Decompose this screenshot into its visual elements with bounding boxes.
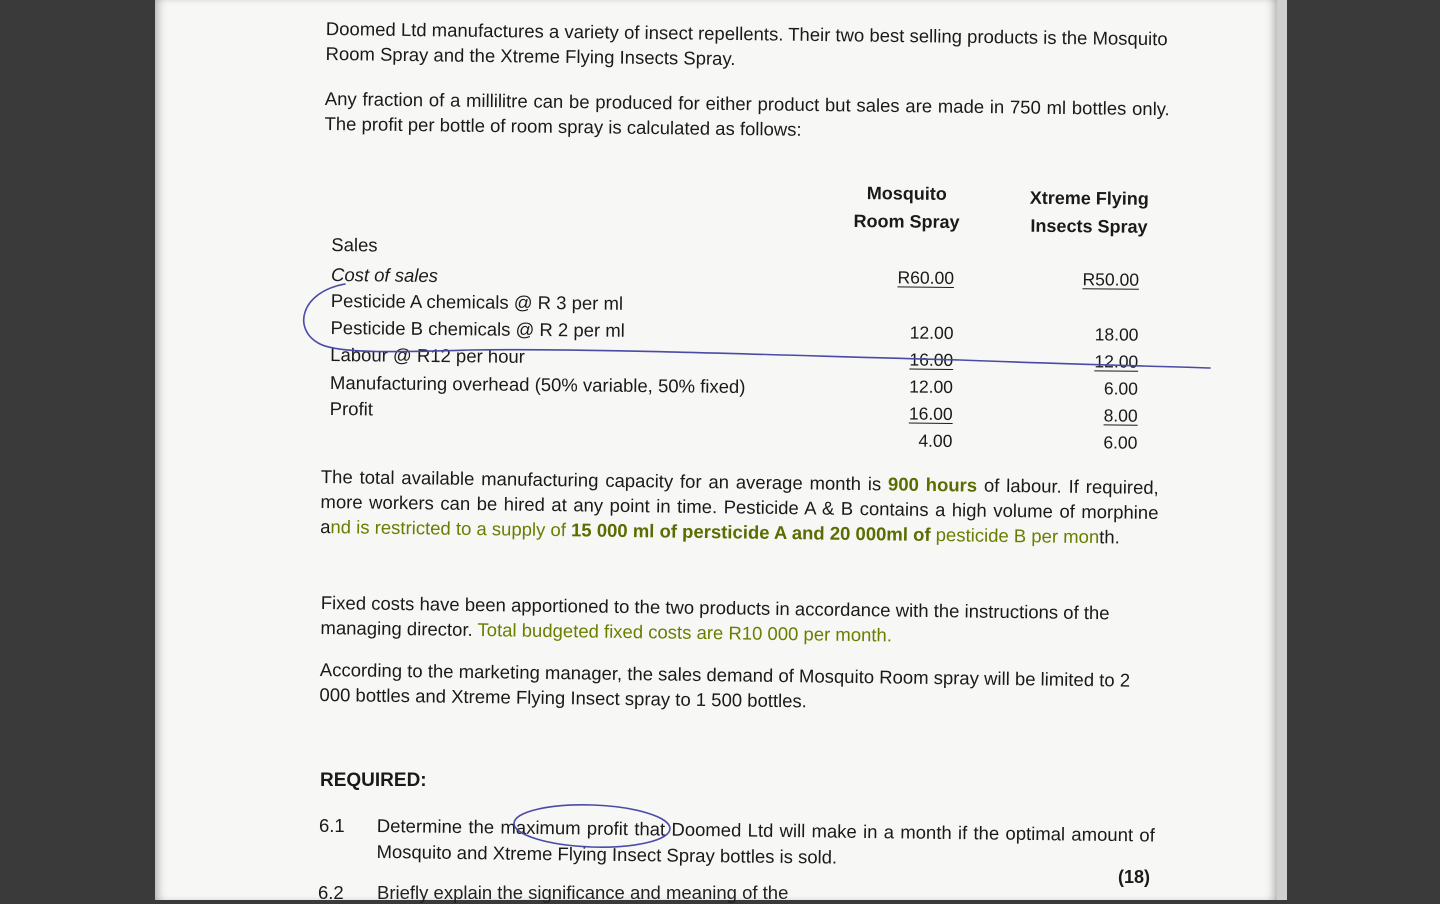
- intro-paragraph: Doomed Ltd manufactures a variety of insect repellents. Their two best selling products is the Mosquito Room Spray and the Xtreme Flying Insects Spray.: [325, 17, 1168, 70]
- overhead-mosquito: 16.00: [908, 403, 953, 424]
- question-6-1-marks: (18): [1118, 867, 1151, 887]
- profit-xtreme: 6.00: [1103, 432, 1138, 453]
- demand-paragraph: According to the marketing manager, the sales demand of Mosquito Room spray will be limited to 2 000 bottles and Xtreme Flying Insect spray to 1 500 bottles.: [319, 658, 1131, 712]
- profit-mosquito: 4.00: [918, 430, 953, 451]
- pesticide-b-xtreme: 12.00: [1094, 351, 1139, 372]
- question-6-2-number: 6.2: [318, 882, 344, 903]
- production-paragraph: Any fraction of a millilitre can be produced for either product but sales are made in 750 ml bottles only. The profit per bottle of room spray is calculated as follows:: [324, 87, 1170, 140]
- capacity-paragraph: The total available manufacturing capacity for an average month is 900 hours of labour. If required, more workers can be hired at any point in time. Pesticide A & B contains a high volume of morphine and is restricted to a supply of 15 000 ml of persticide A and 20 000ml of pesticide B per month.: [320, 465, 1159, 548]
- pesticide-a-mosquito: 12.00: [909, 322, 954, 343]
- row-label-cost-of-sales: Cost of sales: [330, 263, 439, 287]
- labour-mosquito: 12.00: [909, 376, 954, 397]
- highlight-pesticide-b: pesticide B per mon: [930, 523, 1100, 548]
- profit-table: [329, 172, 1212, 470]
- row-label-pesticide-a: Pesticide A chemicals @ R 3 per ml: [330, 289, 624, 314]
- labour-xtreme: 6.00: [1103, 378, 1139, 399]
- row-label-profit: Profit: [329, 397, 374, 420]
- row-label-sales: Sales: [331, 233, 378, 256]
- highlight-fixed-costs: Total budgeted fixed costs are R10 000 per month.: [477, 619, 893, 646]
- fixed-costs-paragraph: Fixed costs have been apportioned to the two products in accordance with the instructions of the managing director. Total budgeted fixed costs are R10 000 per month.: [320, 591, 1110, 646]
- pesticide-a-xtreme: 18.00: [1094, 324, 1139, 345]
- row-label-labour: Labour @ R12 per hour: [330, 343, 525, 367]
- overhead-xtreme: 8.00: [1103, 405, 1138, 426]
- question-6-1-number: 6.1: [319, 815, 345, 836]
- sales-xtreme: R50.00: [1082, 269, 1140, 290]
- row-label-pesticide-b: Pesticide B chemicals @ R 2 per ml: [330, 316, 625, 341]
- col-header-xtreme: Xtreme Flying Insects Spray: [1029, 187, 1149, 237]
- highlight-supply: 15 000 ml of persticide A and 20 000ml of: [570, 519, 931, 545]
- circled-maximum-profit: maximum profit: [500, 816, 629, 840]
- row-label-overhead: Manufacturing overhead (50% variable, 50% fixed): [329, 371, 746, 397]
- highlight-restriction: nd is restricted to a supply of: [330, 516, 572, 541]
- required-heading: REQUIRED:: [320, 770, 427, 791]
- question-6-2-text: Briefly explain the significance and meaning of the: [377, 882, 789, 903]
- col-header-mosquito: Mosquito Room Spray: [853, 183, 960, 233]
- highlight-900-hours: 900 hours: [887, 473, 978, 496]
- page-edge: [1277, 0, 1287, 900]
- question-6-1-text: Determine the maximum profit that Doomed Ltd will make in a month if the optimal amount of Mosquito and Xtreme Flying Insect Spray bottles is sold.: [376, 814, 1155, 868]
- pesticide-b-mosquito: 16.00: [909, 349, 954, 370]
- sales-mosquito: R60.00: [897, 267, 955, 288]
